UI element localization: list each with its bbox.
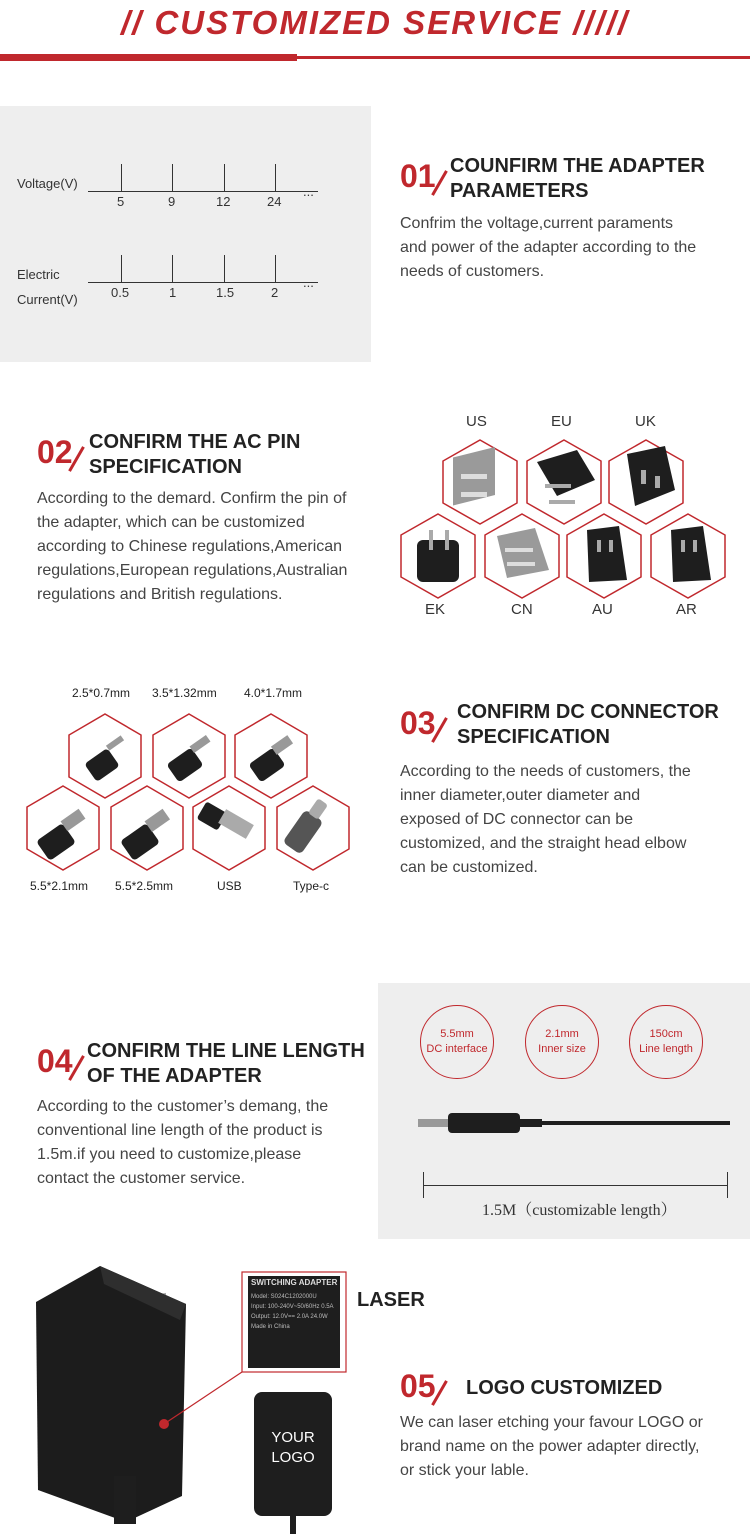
voltage-tick [172, 164, 173, 191]
parameters-panel [0, 106, 371, 362]
plug-label-us: US [466, 413, 487, 430]
uk-plug-icon [609, 440, 683, 524]
dc-plug-icon [111, 786, 183, 870]
section-title-01: COUNFIRM THE ADAPTER PARAMETERS [450, 155, 705, 202]
section-title-03: CONFIRM DC CONNECTOR SPECIFICATION [457, 701, 719, 748]
length-dimension-end [423, 1172, 424, 1198]
section-number-02: 02 [37, 434, 78, 473]
dc-plug-icon [235, 714, 307, 798]
length-dimension-line [423, 1185, 728, 1186]
label-title: SWITCHING ADAPTER [251, 1278, 338, 1287]
section-body-03: According to the needs of customers, the inner diameter,outer diameter and exposed of DC connector can be customized, and the straight head elbow can be customized. [400, 763, 691, 876]
plug-label-uk: UK [635, 413, 656, 430]
header-bar-thick [0, 54, 297, 61]
voltage-tick [121, 164, 122, 191]
type-c-plug-icon [277, 786, 349, 870]
voltage-tick-label: 24 [267, 194, 282, 209]
current-tick-label: 1 [169, 285, 177, 300]
current-label-line2: Current(V) [17, 292, 78, 307]
voltage-tick [224, 164, 225, 191]
connector-label: 4.0*1.7mm [244, 686, 303, 700]
current-ellipsis: ... [303, 275, 314, 290]
current-tick-label: 2 [271, 285, 279, 300]
section-body-01: Confrim the voltage,current paraments and power of the adapter according to the needs of customers. [400, 215, 697, 280]
connector-label: 5.5*2.5mm [115, 879, 174, 893]
dc-plug-icon [69, 714, 141, 798]
plug-hexagons [395, 436, 735, 601]
plug-label-au: AU [592, 601, 613, 618]
voltage-tick-label: 5 [117, 194, 125, 209]
section-title-05: LOGO CUSTOMIZED [466, 1377, 663, 1399]
voltage-tick-label: 9 [168, 194, 176, 209]
voltage-ellipsis: ... [303, 184, 314, 199]
au-plug-icon [567, 514, 641, 598]
voltage-label: Voltage(V) [17, 176, 78, 191]
label-lines: Model: S024C1202000U Input: 100-240V~50/60Hz 0.5A Output: 12.0V== 2.0A 24.0W Made in China [251, 1294, 334, 1330]
section-number-04: 04 [37, 1043, 78, 1082]
line-length-panel [378, 983, 750, 1239]
voltage-tick [275, 164, 276, 191]
ar-plug-icon [651, 514, 725, 598]
plug-label-eu: EU [551, 413, 572, 430]
spec-circle: 2.1mm Inner size [525, 1005, 599, 1079]
section-title-04: CONFIRM THE LINE LENGTH OF THE ADAPTER [87, 1040, 365, 1087]
section-body-04: According to the customer’s demang, the conventional line length of the product is 1.5m.if you need to customize,please contact the customer service. [37, 1098, 329, 1187]
current-tick [224, 255, 225, 282]
voltage-axis [88, 191, 318, 192]
cn-plug-icon [485, 514, 559, 598]
connector-label: 5.5*2.1mm [30, 879, 89, 893]
length-label: 1.5M（customizable length） [482, 1202, 677, 1219]
dc-plug-icon [153, 714, 225, 798]
section-number-01: 01 [400, 158, 441, 197]
current-label-line1: Electric [17, 267, 60, 282]
current-tick [121, 255, 122, 282]
section-number-03: 03 [400, 705, 441, 744]
connector-label: 2.5*0.7mm [72, 686, 131, 700]
section-title-02: CONFIRM THE AC PIN SPECIFICATION [89, 431, 301, 478]
section-body-05: We can laser etching your favour LOGO or brand name on the power adapter directly, or stick your lable. [400, 1414, 703, 1479]
us-plug-icon [443, 440, 517, 524]
section-number-05: 05 [400, 1368, 441, 1407]
eu-plug-icon [527, 440, 601, 524]
current-axis [88, 282, 318, 283]
connector-label: USB [217, 879, 242, 893]
header-bar-thin [297, 56, 750, 59]
spec-circle: 5.5mm DC interface [420, 1005, 494, 1079]
connector-hexagons [22, 712, 352, 874]
current-tick [172, 255, 173, 282]
ek-plug-icon [401, 514, 475, 598]
voltage-tick-label: 12 [216, 194, 231, 209]
length-dimension-end [727, 1172, 728, 1198]
current-tick-label: 1.5 [216, 285, 235, 300]
current-tick [275, 255, 276, 282]
dc-plug-icon [27, 786, 99, 870]
connector-label: Type-c [293, 879, 330, 893]
page-header-title: // CUSTOMIZED SERVICE ///// [120, 4, 630, 41]
plug-label-ar: AR [676, 601, 697, 618]
usb-plug-icon [193, 786, 265, 870]
spec-circle: 150cm Line length [629, 1005, 703, 1079]
plug-label-ek: EK [425, 601, 446, 618]
plug-label-cn: CN [511, 601, 533, 618]
laser-label: LASER [357, 1289, 425, 1311]
your-logo-text: YOUR LOGO [271, 1429, 315, 1466]
dc-cable-icon [418, 1107, 738, 1137]
current-tick-label: 0.5 [111, 285, 130, 300]
section-body-02: According to the demard. Confirm the pin of the adapter, which can be customized according to Chinese regulations,American regulations,European regulations,Australian regulations and British regulations. [37, 490, 348, 603]
connector-label: 3.5*1.32mm [152, 686, 217, 700]
